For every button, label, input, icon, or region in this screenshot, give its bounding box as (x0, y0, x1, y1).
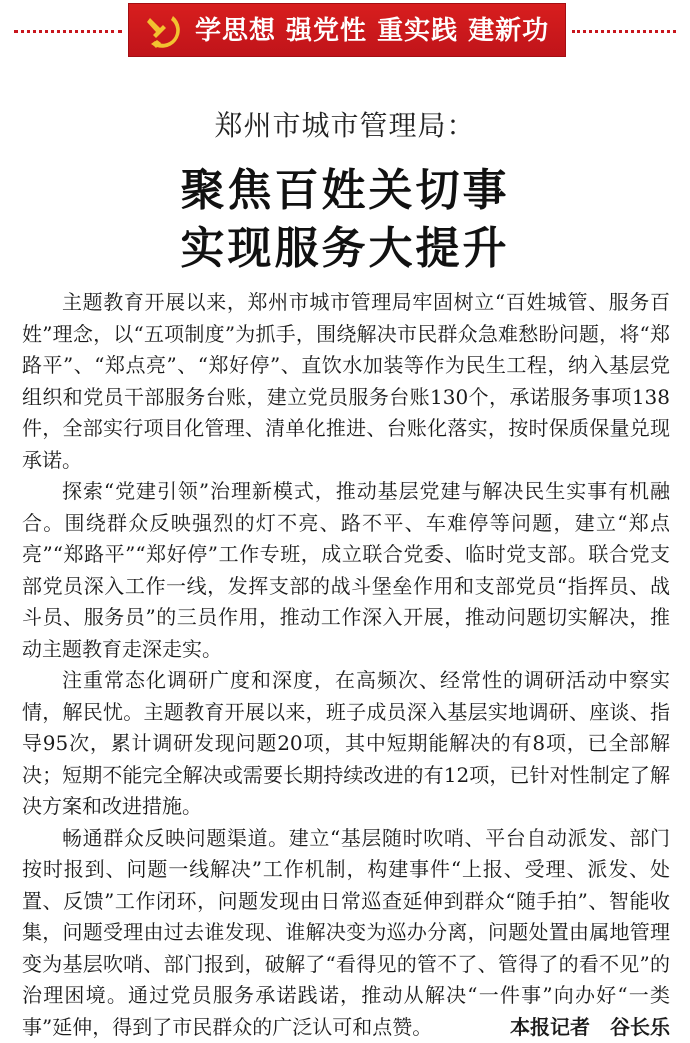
dotted-rule-right (572, 30, 676, 33)
reporter-byline: 本报记者 谷长乐 (470, 1012, 670, 1043)
header-banner-area (0, 0, 690, 60)
paragraph-3: 注重常态化调研广度和深度，在高频次、经常性的调研活动中察实情，解民忧。主题教育开展以来，班子成员深入基层实地调研、座谈、指导95次，累计调研发现问题20项，其中短期能解决的有8项，已全部解决；短期不能完全解决或需要长期持续改进的有12项，已针对性制定了解决方案和改进措施。 (22, 665, 670, 823)
slogan-banner (128, 3, 566, 57)
paragraph-1: 主题教育开展以来，郑州市城市管理局牢固树立“百姓城管、服务百姓”理念，以“五项制度”为抓手，围绕解决市民群众急难愁盼问题，将“郑路平”、“郑点亮”、“郑好停”、直饮水加装等作为民生工程，纳入基层党组织和党员干部服务台账，建立党员服务台账130个，承诺服务事项138件，全部实行项目化管理、清单化推进、台账化落实，按时保质保量兑现承诺。 (22, 287, 670, 476)
party-emblem-icon (143, 10, 185, 52)
article-body (22, 287, 670, 1043)
banner-slogan: 学思想 强党性 重实践 建新功 (195, 4, 549, 58)
headline-line-1: 聚焦百姓关切事 (0, 162, 690, 220)
article-headline (0, 162, 690, 278)
dotted-rule-left (14, 30, 122, 33)
paragraph-2: 探索“党建引领”治理新模式，推动基层党建与解决民生实事有机融合。围绕群众反映强烈的灯不亮、路不平、车难停等问题，建立“郑点亮”“郑路平”“郑好停”工作专班，成立联合党委、临时党支部。联合党支部党员深入工作一线，发挥支部的战斗堡垒作用和支部党员“指挥员、战斗员、服务员”的三员作用，推动工作深入开展，推动问题切实解决，推动主题教育走深走实。 (22, 476, 670, 665)
paragraph-4-text: 畅通群众反映问题渠道。建立“基层随时吹哨、平台自动派发、部门按时报到、问题一线解决”工作机制，构建事件“上报、受理、派发、处置、反馈”工作闭环，问题发现由日常巡查延伸到群众“随手拍”、智能收集，问题受理由过去谁发现、谁解决变为巡办分离，问题处置由属地管理变为基层吹哨、部门报到，破解了“看得见的管不了、管得了的看不见”的治理困境。通过党员服务承诺践诺，推动从解决“一件事”向办好“一类事”延伸，得到了市民群众的广泛认可和点赞。 (22, 826, 670, 1039)
paragraph-4 (22, 823, 670, 1043)
headline-line-2: 实现服务大提升 (0, 220, 690, 278)
article-subtitle: 郑州市城市管理局： (0, 104, 690, 144)
